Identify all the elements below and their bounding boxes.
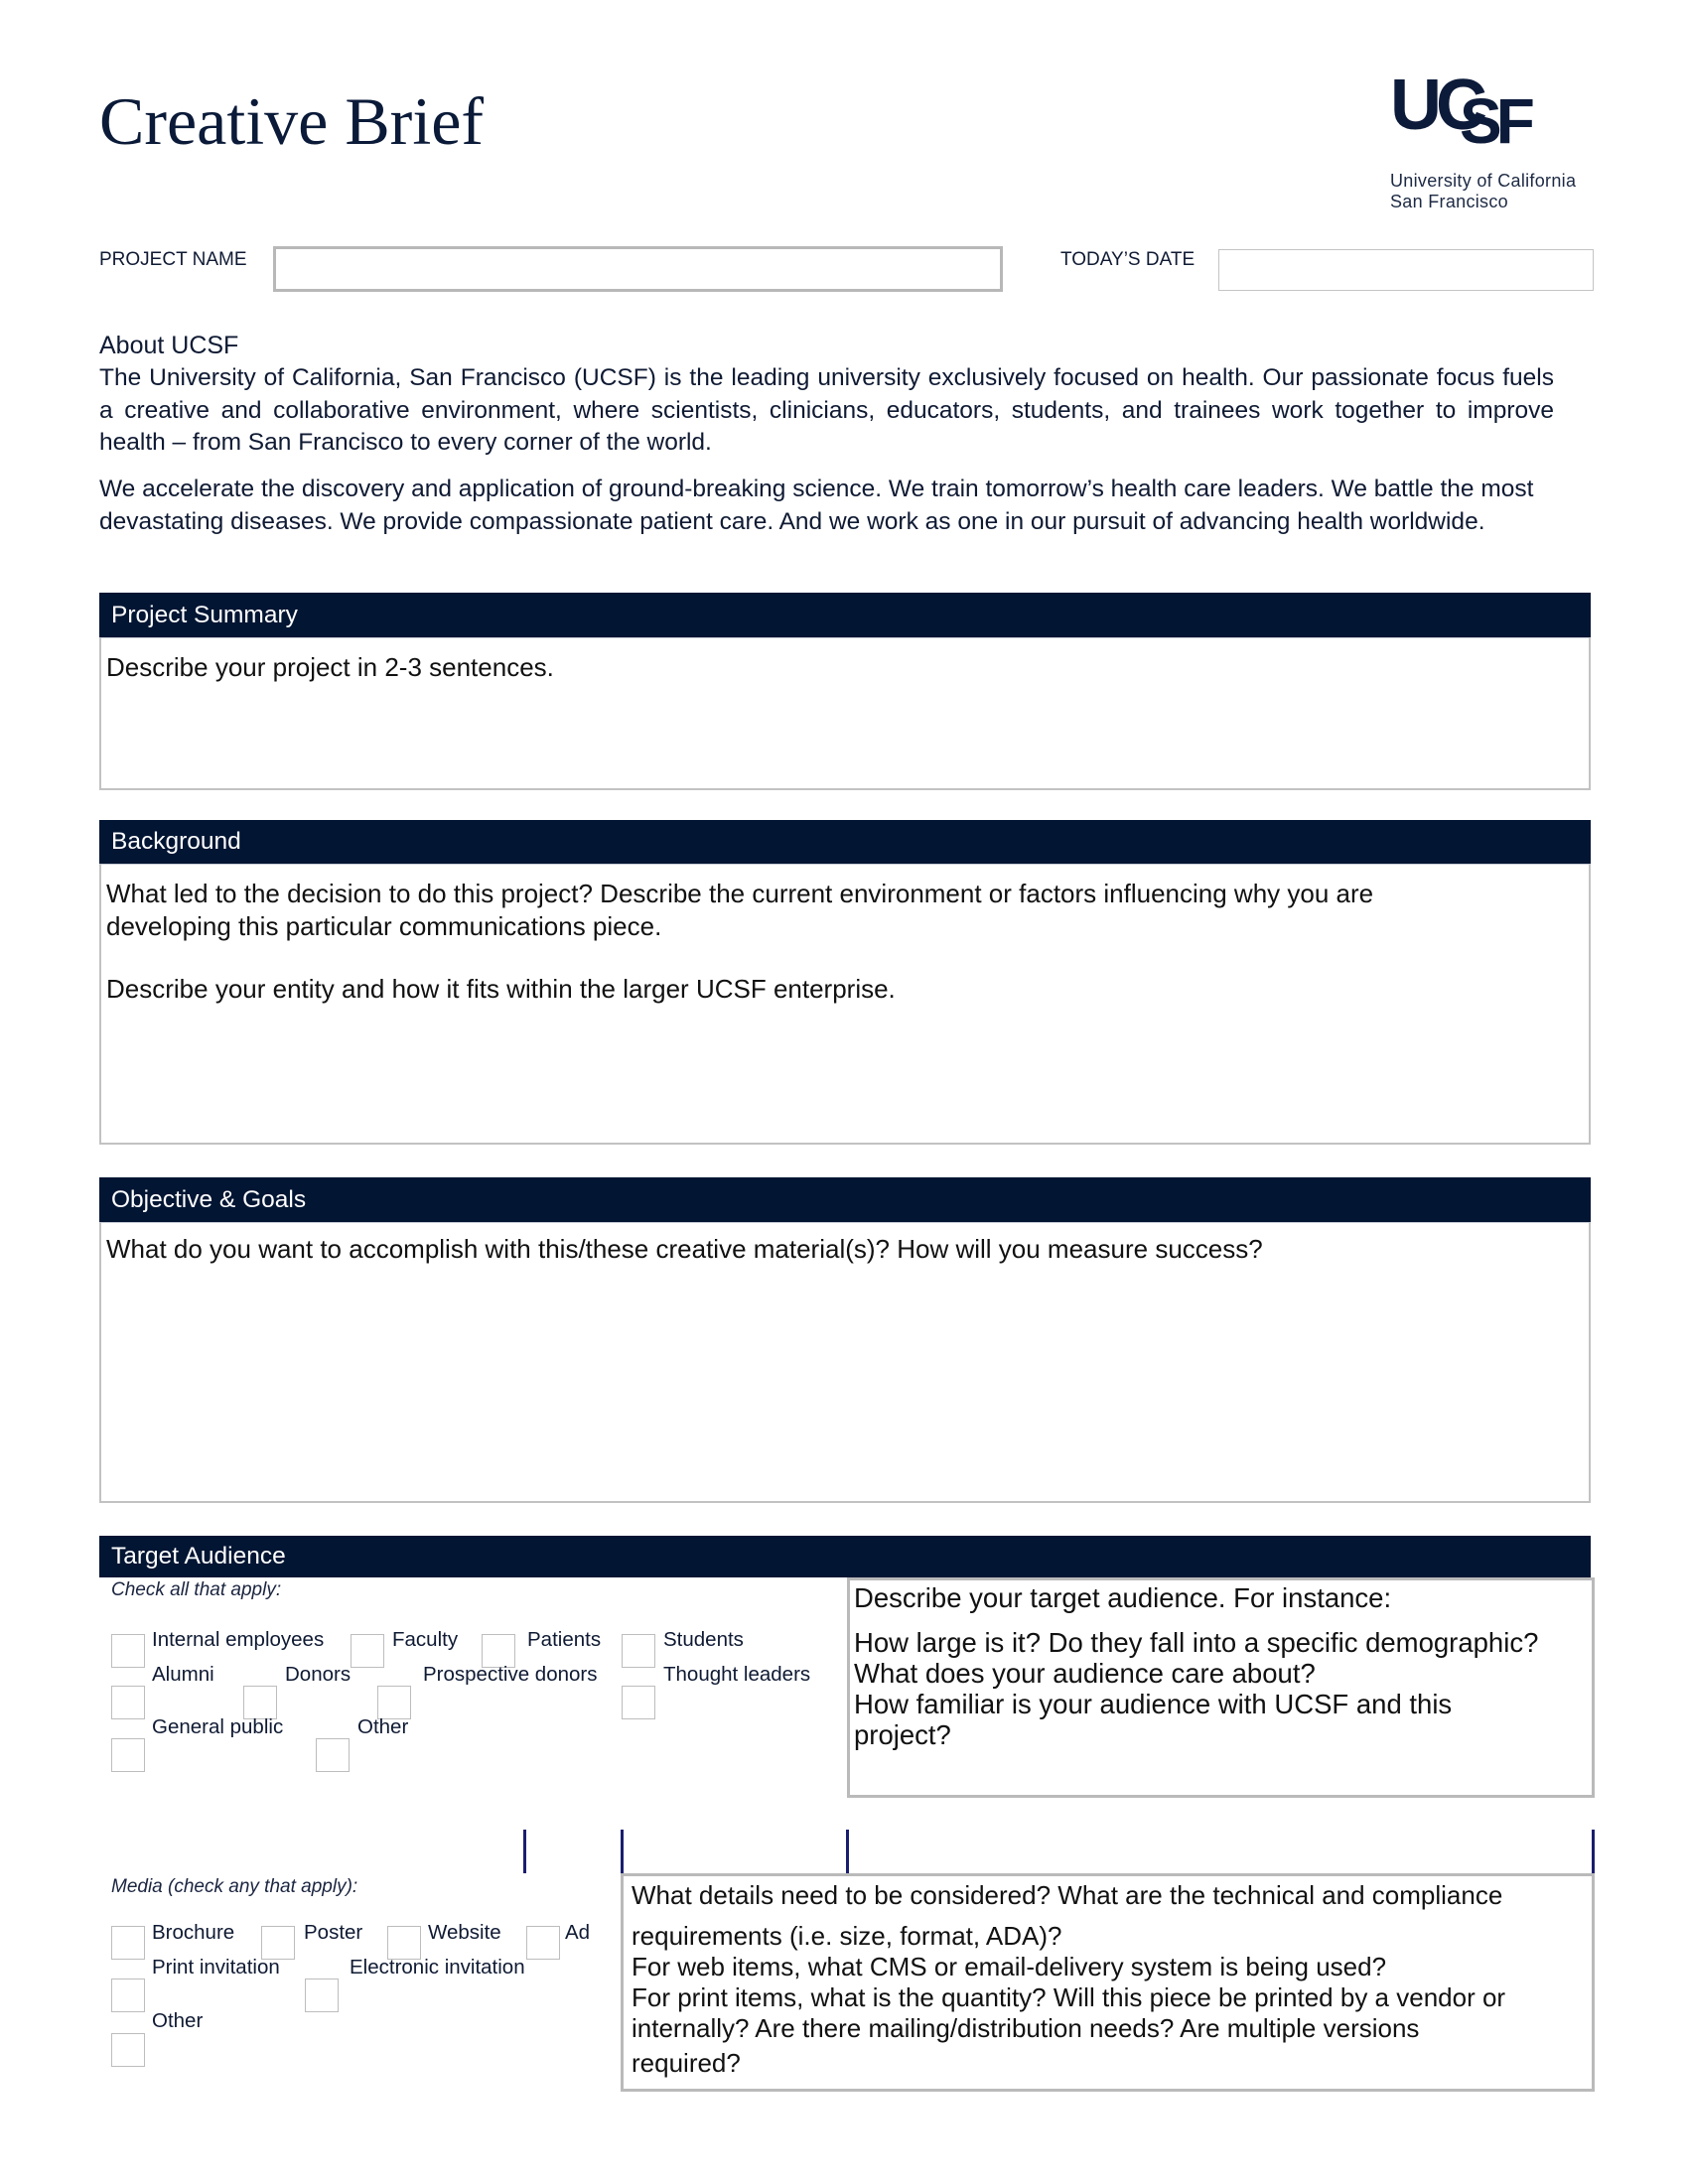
checkbox-poster[interactable] [261, 1926, 295, 1960]
label-print-invitation: Print invitation [152, 1956, 280, 1979]
media-details-line-5: required? [632, 2048, 741, 2078]
checkbox-internal-employees[interactable] [111, 1634, 145, 1668]
ucsf-logo [1390, 66, 1599, 212]
checkbox-donors[interactable] [243, 1686, 277, 1719]
media-details-line-3: For web items, what CMS or email-delivery system is being used? [632, 1952, 1387, 1981]
page-title: Creative Brief [99, 83, 485, 159]
project-name-input[interactable] [273, 246, 1003, 292]
logo-sf: SF [1460, 85, 1529, 157]
label-media-other: Other [152, 2009, 204, 2032]
about-paragraph-2: We accelerate the discovery and application of ground-breaking science. We train tomorrow’s health care leaders. We battle the most devastating diseases. We provide compassionate patient care. And we work as one in our pursuit of advancing health worldwide. [99, 476, 1534, 535]
label-audience-other: Other [357, 1715, 409, 1738]
checkbox-print-invitation[interactable] [111, 1979, 145, 2012]
checkbox-ad[interactable] [526, 1926, 560, 1960]
about-paragraph-1: The University of California, San Francisco (UCSF) is the leading university exclusively focused on health. Our passionate focus fuels a creative and collaborative environment, where scientists, clinicians, educators, students, and trainees work together to improve health – from San Francisco to every corner of the world. [99, 364, 1554, 456]
label-donors: Donors [285, 1663, 352, 1686]
about-heading: About UCSF [99, 332, 239, 359]
objective-goals-prompt: What do you want to accomplish with this/these creative material(s)? How will you measure success? [106, 1234, 1263, 1264]
background-header: Background [99, 820, 1591, 864]
background-prompt-2: Describe your entity and how it fits within the larger UCSF enterprise. [106, 974, 896, 1004]
audience-description-textarea[interactable] [847, 1577, 1595, 1798]
media-details-line-2: requirements (i.e. size, format, ADA)? [632, 1921, 1062, 1951]
checkbox-students[interactable] [622, 1634, 655, 1668]
label-website: Website [428, 1921, 501, 1944]
logo-line-1: University of California [1390, 171, 1577, 191]
todays-date-input[interactable] [1218, 249, 1594, 291]
audience-describe-line-2: What does your audience care about? [854, 1658, 1316, 1689]
project-summary-prompt: Describe your project in 2-3 sentences. [106, 652, 554, 682]
background-textarea[interactable] [99, 864, 1591, 1145]
audience-describe-line-1: How large is it? Do they fall into a specific demographic? [854, 1627, 1539, 1658]
objective-goals-header: Objective & Goals [99, 1177, 1591, 1222]
media-details-line-1: What details need to be considered? What are the technical and compliance [632, 1880, 1503, 1910]
checkbox-alumni[interactable] [111, 1686, 145, 1719]
audience-describe-title: Describe your target audience. For instance: [854, 1582, 1392, 1613]
label-poster: Poster [304, 1921, 363, 1944]
target-audience-header: Target Audience [99, 1536, 1591, 1577]
label-faculty: Faculty [392, 1628, 459, 1651]
todays-date-label: TODAY’S DATE [1060, 249, 1196, 270]
media-details-textarea[interactable] [621, 1873, 1595, 2092]
divider-line [523, 1830, 526, 1873]
checkbox-prospective-donors[interactable] [377, 1686, 411, 1719]
audience-describe-line-3: How familiar is your audience with UCSF and this project? [854, 1689, 1453, 1750]
label-general-public: General public [152, 1715, 284, 1738]
checkbox-audience-other[interactable] [316, 1738, 350, 1772]
checkbox-faculty[interactable] [351, 1634, 384, 1668]
audience-check-note: Check all that apply: [111, 1579, 282, 1600]
project-summary-textarea[interactable] [99, 637, 1591, 790]
checkbox-brochure[interactable] [111, 1926, 145, 1960]
label-internal-employees: Internal employees [152, 1628, 325, 1651]
label-thought-leaders: Thought leaders [663, 1663, 811, 1686]
divider-line [1592, 1830, 1595, 1873]
label-alumni: Alumni [152, 1663, 214, 1686]
objective-goals-textarea[interactable] [99, 1222, 1591, 1503]
label-brochure: Brochure [152, 1921, 235, 1944]
logo-subtitle [1390, 171, 1599, 212]
checkbox-website[interactable] [387, 1926, 421, 1960]
project-name-label: PROJECT NAME [99, 249, 247, 270]
checkbox-general-public[interactable] [111, 1738, 145, 1772]
media-details-line-4: For print items, what is the quantity? Will this piece be printed by a vendor or internally? Are there mailing/distribution needs? Are multiple versions [632, 1982, 1506, 2043]
label-students: Students [663, 1628, 744, 1651]
divider-line [846, 1830, 849, 1873]
ucsf-logo-mark [1390, 66, 1564, 157]
label-ad: Ad [565, 1921, 591, 1944]
project-summary-header: Project Summary [99, 593, 1591, 637]
label-prospective-donors: Prospective donors [423, 1663, 598, 1686]
logo-line-2: San Francisco [1390, 192, 1508, 211]
label-electronic-invitation: Electronic invitation [350, 1956, 525, 1979]
background-prompt-1: What led to the decision to do this project? Describe the current environment or factors influencing why you are developing this particular communications piece. [106, 879, 1374, 941]
divider-line [621, 1830, 624, 1873]
checkbox-electronic-invitation[interactable] [305, 1979, 339, 2012]
checkbox-media-other[interactable] [111, 2033, 145, 2067]
label-patients: Patients [527, 1628, 602, 1651]
checkbox-thought-leaders[interactable] [622, 1686, 655, 1719]
media-check-note: Media (check any that apply): [111, 1876, 358, 1897]
logo-uc: UC [1390, 66, 1481, 145]
